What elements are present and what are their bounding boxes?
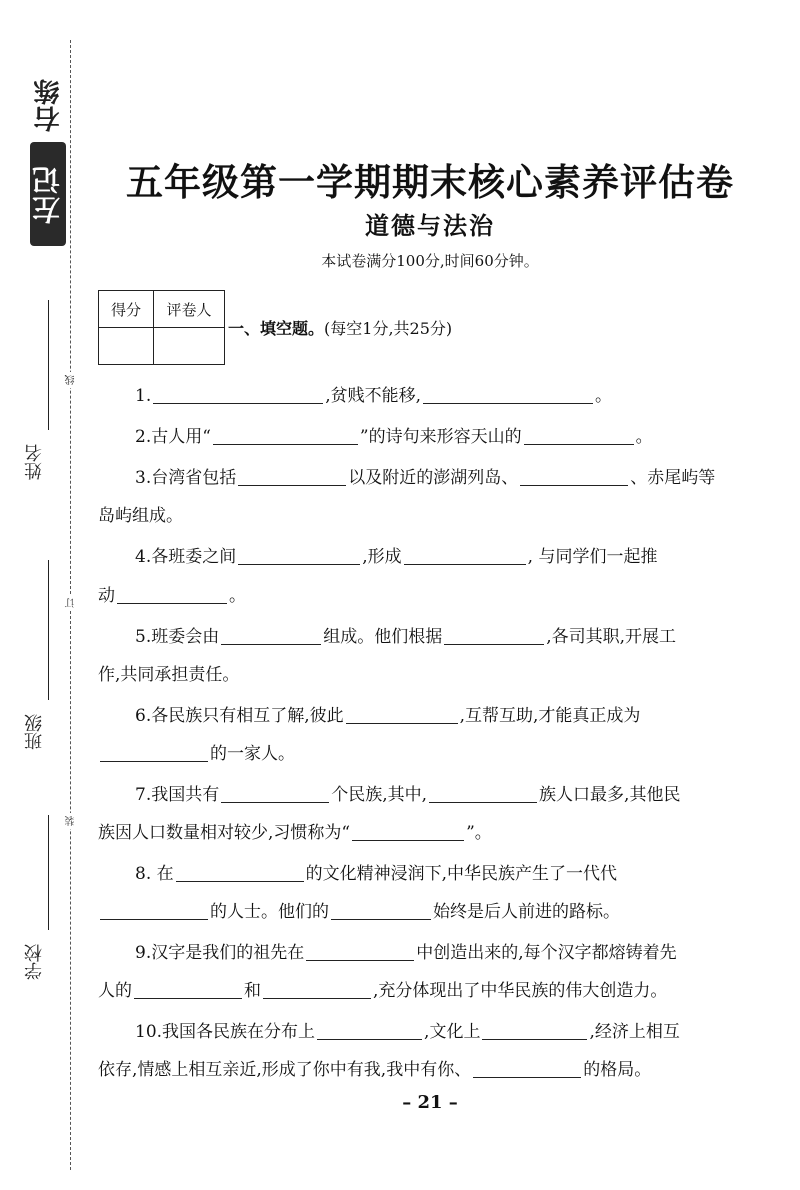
cut-mark-mount: 装 xyxy=(64,813,78,829)
cut-mark-line: 线 xyxy=(64,372,78,388)
question-1 xyxy=(135,376,785,416)
q8-blank-1[interactable] xyxy=(176,863,304,882)
q4-blank-2[interactable] xyxy=(404,546,526,565)
exam-note: 本试卷满分100分,时间60分钟。 xyxy=(321,252,539,270)
q7-blank-3[interactable] xyxy=(352,822,464,841)
q8-text-d: 始终是后人前进的路标。 xyxy=(433,902,620,922)
q4-text-b: ,形成 xyxy=(362,547,402,567)
grader-header: 评卷人 xyxy=(154,291,225,328)
q1-blank-2[interactable] xyxy=(423,385,593,404)
section-title: 一、填空题。 xyxy=(228,319,325,338)
q1-text-a: 1. xyxy=(135,386,152,406)
question-2 xyxy=(135,417,785,457)
q9-blank-1[interactable] xyxy=(306,942,414,961)
question-8 xyxy=(135,854,785,894)
q3-blank-1[interactable] xyxy=(238,467,346,486)
q9-text-a: 9.汉字是我们的祖先在 xyxy=(135,943,305,963)
q1-text-b: ,贫贱不能移, xyxy=(325,386,422,406)
question-7 xyxy=(135,775,785,815)
q8-blank-2[interactable] xyxy=(100,901,208,920)
q2-text-b: ”的诗句来形容天山的 xyxy=(359,427,522,447)
q2-text-c: 。 xyxy=(635,427,653,447)
q7-text-d: 族因人口数量相对较少,习惯称为“ xyxy=(98,823,351,843)
question-4 xyxy=(135,537,785,577)
class-line xyxy=(48,560,49,700)
q7-text-e: ”。 xyxy=(466,823,492,843)
question-4-cont xyxy=(98,576,748,616)
q8-text-a: 8. 在 xyxy=(135,864,174,884)
q5-text-d: 作,共同承担责任。 xyxy=(98,665,240,685)
q2-blank-2[interactable] xyxy=(524,426,634,445)
question-8-cont xyxy=(98,892,748,932)
q5-text-a: 5.班委会由 xyxy=(135,627,220,647)
q9-blank-2[interactable] xyxy=(134,980,242,999)
q10-text-e: 的格局。 xyxy=(583,1060,652,1080)
q9-text-d: 和 xyxy=(244,981,261,1001)
class-label: 班级 xyxy=(24,714,45,750)
q4-text-d: 动 xyxy=(98,586,115,606)
q8-text-b: 的文化精神浸润下,中华民族产生了一代代 xyxy=(305,864,618,884)
question-9-cont xyxy=(98,971,748,1011)
question-3-cont xyxy=(98,496,748,536)
q7-blank-1[interactable] xyxy=(221,784,329,803)
question-9 xyxy=(135,933,785,973)
q9-text-c: 人的 xyxy=(98,981,132,1001)
name-line xyxy=(48,300,49,430)
q6-text-c: 的一家人。 xyxy=(210,744,295,764)
q6-blank-1[interactable] xyxy=(346,705,458,724)
score-table xyxy=(98,290,225,365)
q4-blank-3[interactable] xyxy=(117,585,227,604)
question-3 xyxy=(135,458,785,498)
q3-text-a: 3.台湾省包括 xyxy=(135,468,237,488)
q2-text-a: 2.古人用“ xyxy=(135,427,211,447)
question-10-cont xyxy=(98,1050,748,1090)
q6-text-b: ,互帮互助,才能真正成为 xyxy=(459,706,641,726)
brand-logo xyxy=(30,70,66,246)
q3-blank-2[interactable] xyxy=(520,467,628,486)
q1-blank-1[interactable] xyxy=(153,385,323,404)
question-5 xyxy=(135,617,785,657)
score-header: 得分 xyxy=(99,291,154,328)
question-6-cont xyxy=(98,734,748,774)
q2-blank-1[interactable] xyxy=(213,426,358,445)
school-line xyxy=(48,815,49,930)
q7-text-c: 族人口最多,其他民 xyxy=(539,785,681,805)
q3-text-c: 、赤尾屿等 xyxy=(630,468,716,488)
subject-title: 道德与法治 xyxy=(365,212,495,240)
q10-blank-2[interactable] xyxy=(482,1021,587,1040)
name-label: 姓名 xyxy=(24,444,45,480)
question-10 xyxy=(135,1012,785,1052)
q3-text-b: 以及附近的澎湖列岛、 xyxy=(348,468,519,488)
q10-text-b: ,文化上 xyxy=(424,1022,481,1042)
q3-text-d: 岛屿组成。 xyxy=(98,506,183,526)
brand-right-text: 右练 xyxy=(34,78,64,132)
q7-blank-2[interactable] xyxy=(429,784,537,803)
q8-blank-3[interactable] xyxy=(331,901,431,920)
q5-blank-2[interactable] xyxy=(444,626,544,645)
q4-text-c: , 与同学们一起推 xyxy=(527,547,658,567)
question-6 xyxy=(135,696,785,736)
q4-text-a: 4.各班委之间 xyxy=(135,547,237,567)
q9-blank-3[interactable] xyxy=(263,980,371,999)
q9-text-b: 中创造出来的,每个汉字都熔铸着先 xyxy=(416,943,677,963)
q4-text-e: 。 xyxy=(229,586,246,606)
cut-mark-bind: 订 xyxy=(64,595,78,611)
question-7-cont xyxy=(98,813,748,853)
q10-text-d: 依存,情感上相互亲近,形成了你中有我,我中有你、 xyxy=(98,1060,472,1080)
q7-text-a: 7.我国共有 xyxy=(135,785,220,805)
q9-text-e: ,充分体现出了中华民族的伟大创造力。 xyxy=(373,981,668,1001)
school-label: 学校 xyxy=(24,944,45,980)
q6-blank-2[interactable] xyxy=(100,743,208,762)
section-detail: (每空1分,共25分) xyxy=(324,319,453,338)
q6-text-a: 6.各民族只有相互了解,彼此 xyxy=(135,706,344,726)
page-title: 五年级第一学期期末核心素养评估卷 xyxy=(126,161,734,204)
q10-blank-3[interactable] xyxy=(473,1059,581,1078)
q10-blank-1[interactable] xyxy=(317,1021,422,1040)
q1-text-c: 。 xyxy=(595,386,613,406)
q5-text-c: ,各司其职,开展工 xyxy=(546,627,677,647)
q4-blank-1[interactable] xyxy=(238,546,360,565)
question-5-cont xyxy=(98,655,748,695)
q5-text-b: 组成。他们根据 xyxy=(323,627,443,647)
section-heading xyxy=(228,316,452,339)
q10-text-c: ,经济上相互 xyxy=(589,1022,680,1042)
q8-text-c: 的人士。他们的 xyxy=(210,902,329,922)
grader-cell[interactable] xyxy=(154,328,225,365)
brand-left-text: 左记 xyxy=(30,142,66,246)
page-number: – 21 – xyxy=(402,1092,458,1113)
q10-text-a: 10.我国各民族在分布上 xyxy=(135,1022,316,1042)
q5-blank-1[interactable] xyxy=(221,626,321,645)
q7-text-b: 个民族,其中, xyxy=(331,785,428,805)
score-cell[interactable] xyxy=(99,328,154,365)
